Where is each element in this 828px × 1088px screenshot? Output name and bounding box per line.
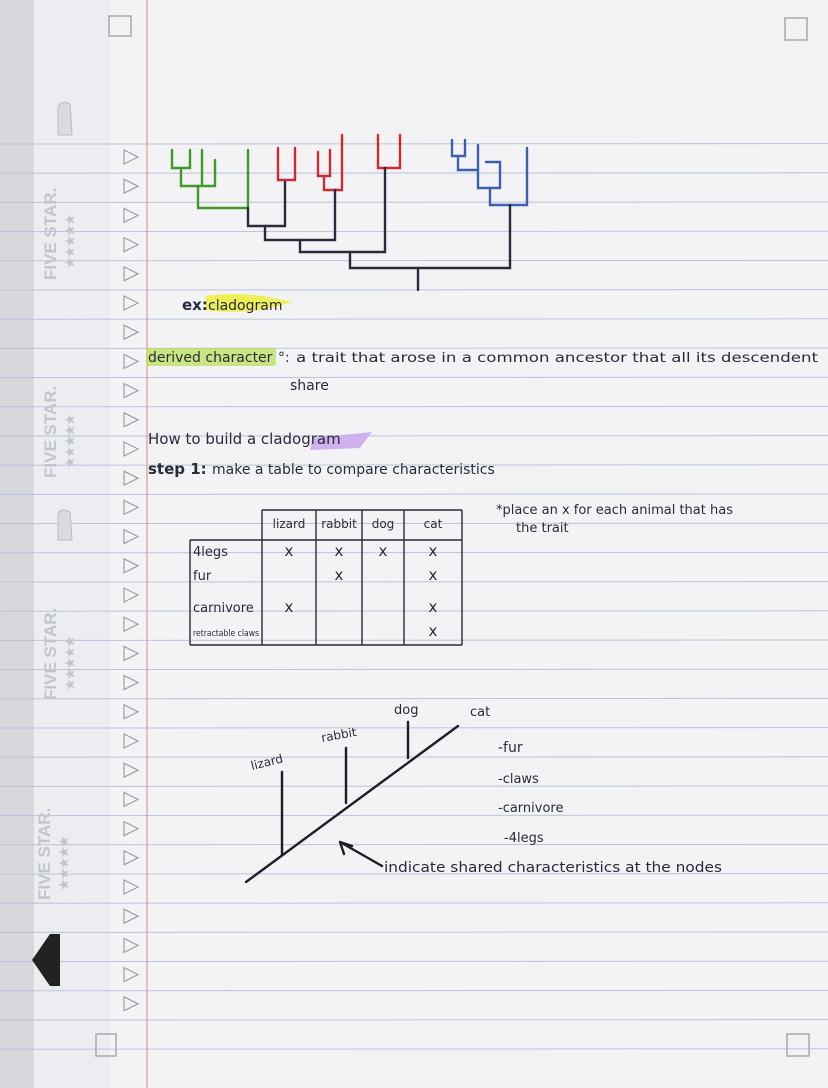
table-mark: x — [428, 542, 438, 560]
brand-logo: FIVE STAR. — [35, 807, 54, 900]
taxon-lizard: lizard — [249, 751, 285, 773]
binder-ring-tab — [58, 510, 72, 540]
table-row-label: carnivore — [193, 601, 254, 616]
table-mark: x — [428, 622, 438, 640]
taxon-cat: cat — [470, 705, 491, 720]
taxon-dog: dog — [394, 703, 419, 718]
brand-logo: FIVE STAR. — [41, 187, 60, 280]
brand-stars: ★★★★★ — [63, 636, 77, 690]
trait-list-legs: -4legs — [504, 831, 544, 846]
trait-list-carnivore: -carnivore — [498, 801, 564, 816]
table-header-cell: lizard — [272, 517, 306, 531]
table-mark: x — [428, 598, 438, 616]
table-mark: x — [334, 566, 344, 584]
note-line1: *place an x for each animal that has — [496, 503, 733, 518]
caption-label: cladogram — [208, 298, 283, 314]
trait-list-fur: -fur — [498, 740, 523, 756]
definition-text-line1: a trait that arose in a common ancestor that all its descendent — [296, 351, 818, 366]
caption-prefix: ex: — [182, 296, 208, 314]
table-mark: x — [284, 542, 294, 560]
table-row-label: fur — [193, 569, 212, 584]
definition-text-line2: share — [290, 378, 329, 394]
how-to-heading: How to build a cladogram — [148, 430, 341, 448]
note-line2: the trait — [516, 521, 569, 536]
brand-logo: FIVE STAR. — [41, 385, 60, 478]
table-row-label: 4legs — [193, 545, 228, 560]
table-mark: x — [378, 542, 388, 560]
node-annotation: indicate shared characteristics at the nodes — [384, 860, 722, 876]
brand-stars: ★★★★★ — [57, 836, 71, 890]
table-mark: x — [428, 566, 438, 584]
binder-edge — [0, 0, 34, 1088]
step-label: step 1: — [148, 460, 207, 478]
taxon-rabbit: rabbit — [320, 724, 358, 745]
binder-strip — [34, 0, 110, 1088]
step-text: make a table to compare characteristics — [212, 462, 495, 478]
brand-stars: ★★★★★ — [63, 214, 77, 268]
table-mark: x — [334, 542, 344, 560]
table-header-cell: dog — [371, 517, 395, 531]
table-row-label: retractable claws — [193, 629, 260, 639]
definition-term: derived character — [148, 350, 273, 366]
definition-separator: °: — [278, 350, 290, 366]
binder-ring-tab — [58, 102, 72, 135]
table-header-cell: cat — [423, 517, 443, 531]
table-mark: x — [284, 598, 294, 616]
brand-logo: FIVE STAR. — [41, 607, 60, 700]
table-header-cell: rabbit — [321, 517, 357, 531]
trait-list-claws: -claws — [498, 772, 539, 787]
brand-stars: ★★★★★ — [63, 414, 77, 468]
